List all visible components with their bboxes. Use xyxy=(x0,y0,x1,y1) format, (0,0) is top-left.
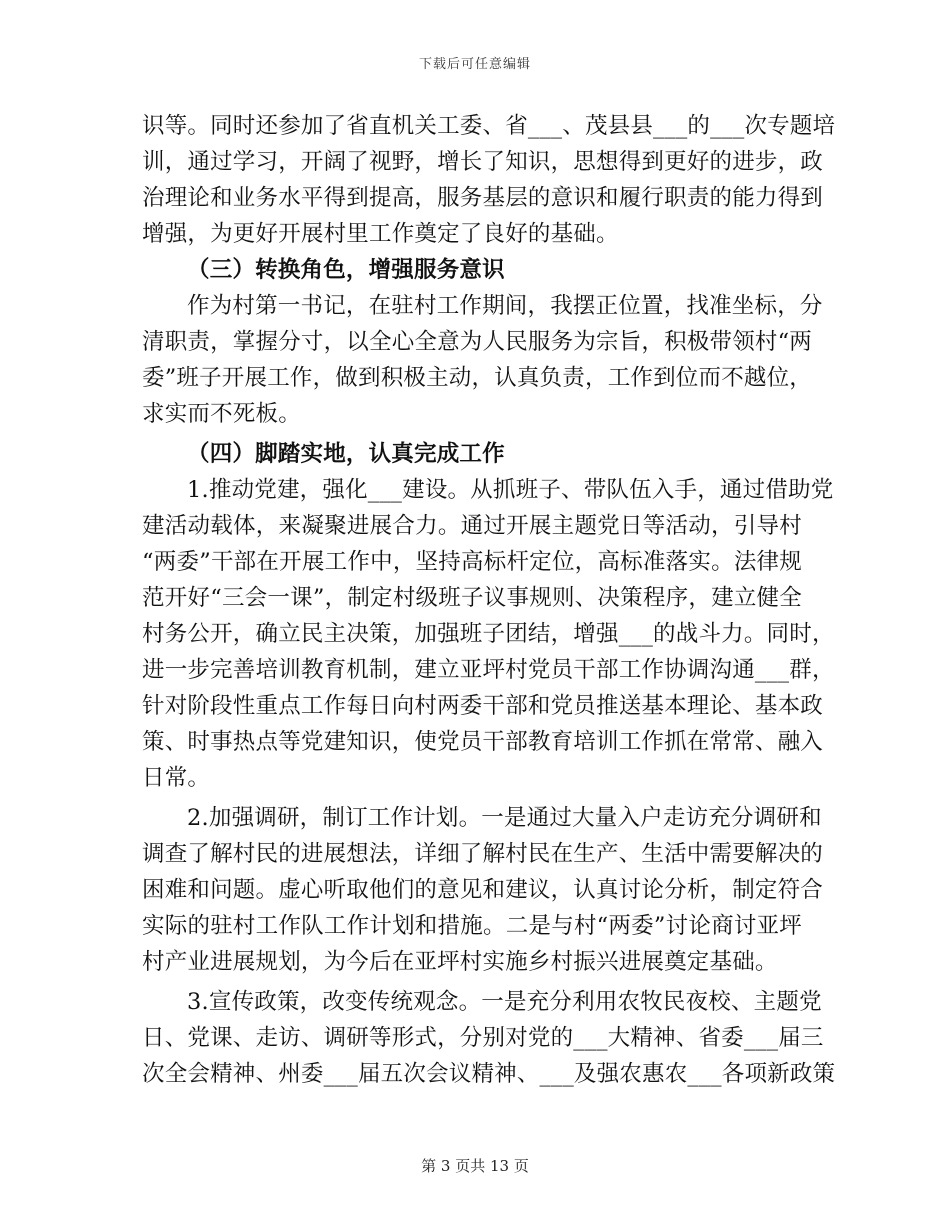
text-line: 清职责，掌握分寸，以全心全意为人民服务为宗旨，积极带领村“两 xyxy=(142,329,813,355)
text-line: “两委”干部在开展工作中，坚持高标杆定位，高标准落实。法律规 xyxy=(142,549,802,575)
text-line: 求实而不死板。 xyxy=(142,401,301,427)
text-line: 1.推动党建，强化___建设。从抓班子、带队伍入手，通过借助党 xyxy=(187,477,834,503)
page-header-note: 下载后可任意编辑 xyxy=(418,57,531,72)
text-line: 日常。 xyxy=(142,765,211,791)
text-line: 2.加强调研，制订工作计划。一是通过大量入户走访充分调研和 xyxy=(187,805,822,831)
text-line: 实际的驻村工作队工作计划和措施。二是与村“两委”讨论商讨亚坪 xyxy=(142,913,802,939)
page-number: 第 3 页共 13 页 xyxy=(421,1157,529,1175)
section-heading-4: （四）脚踏实地，认真完成工作 xyxy=(187,441,505,467)
text-line: 困难和问题。虚心听取他们的意见和建议，认真讨论分析，制定符合 xyxy=(142,877,824,903)
paragraph-continuation xyxy=(142,108,836,252)
text-line: 增强，为更好开展村里工作奠定了良好的基础。 xyxy=(142,221,619,247)
text-line: 村产业进展规划，为今后在亚坪村实施乡村振兴进展奠定基础。 xyxy=(142,949,778,975)
text-line: 调查了解村民的进展想法，详细了解村民在生产、生活中需要解决的 xyxy=(142,841,824,867)
paragraph-research-plan xyxy=(142,800,824,980)
text-line: 日、党课、走访、调研等形式，分别对党的___大精神、省委___届三 xyxy=(142,1025,824,1051)
text-line: 范开好“三会一课”，制定村级班子议事规则、决策程序，建立健全 xyxy=(142,585,802,611)
text-line: 策、时事热点等党建知识，使党员干部教育培训工作抓在常常、融入 xyxy=(142,729,824,755)
text-line: 训，通过学习，开阔了视野，增长了知识，思想得到更好的进步，政 xyxy=(142,149,824,175)
document-body xyxy=(142,108,836,1092)
text-line: 村务公开，确立民主决策，加强班子团结，增强___的战斗力。同时， xyxy=(142,621,835,647)
paragraph-party-building xyxy=(142,472,835,796)
text-line: 针对阶段性重点工作每日向村两委干部和党员推送基本理论、基本政 xyxy=(142,693,824,719)
section-heading-3: （三）转换角色，增强服务意识 xyxy=(187,257,505,283)
text-line: 进一步完善培训教育机制，建立亚坪村党员干部工作协调沟通___群， xyxy=(142,657,835,683)
paragraph-policy-promotion xyxy=(142,984,836,1092)
text-line: 次全会精神、州委___届五次会议精神、___及强农惠农___各项新政策 xyxy=(142,1061,836,1087)
text-line: 识等。同时还参加了省直机关工委、省___、茂县县___的___次专题培 xyxy=(142,113,836,139)
text-line: 3.宣传政策，改变传统观念。一是充分利用农牧民夜校、主题党 xyxy=(187,989,822,1015)
text-line: 作为村第一书记，在驻村工作期间，我摆正位置，找准坐标，分 xyxy=(187,293,823,319)
text-line: 治理论和业务水平得到提高，服务基层的意识和履行职责的能力得到 xyxy=(142,185,824,211)
text-line: 委”班子开展工作，做到积极主动，认真负责，工作到位而不越位， xyxy=(142,365,813,391)
paragraph-role-change xyxy=(142,288,823,432)
text-line: 建活动载体，来凝聚进展合力。通过开展主题党日等活动，引导村 xyxy=(142,513,802,539)
